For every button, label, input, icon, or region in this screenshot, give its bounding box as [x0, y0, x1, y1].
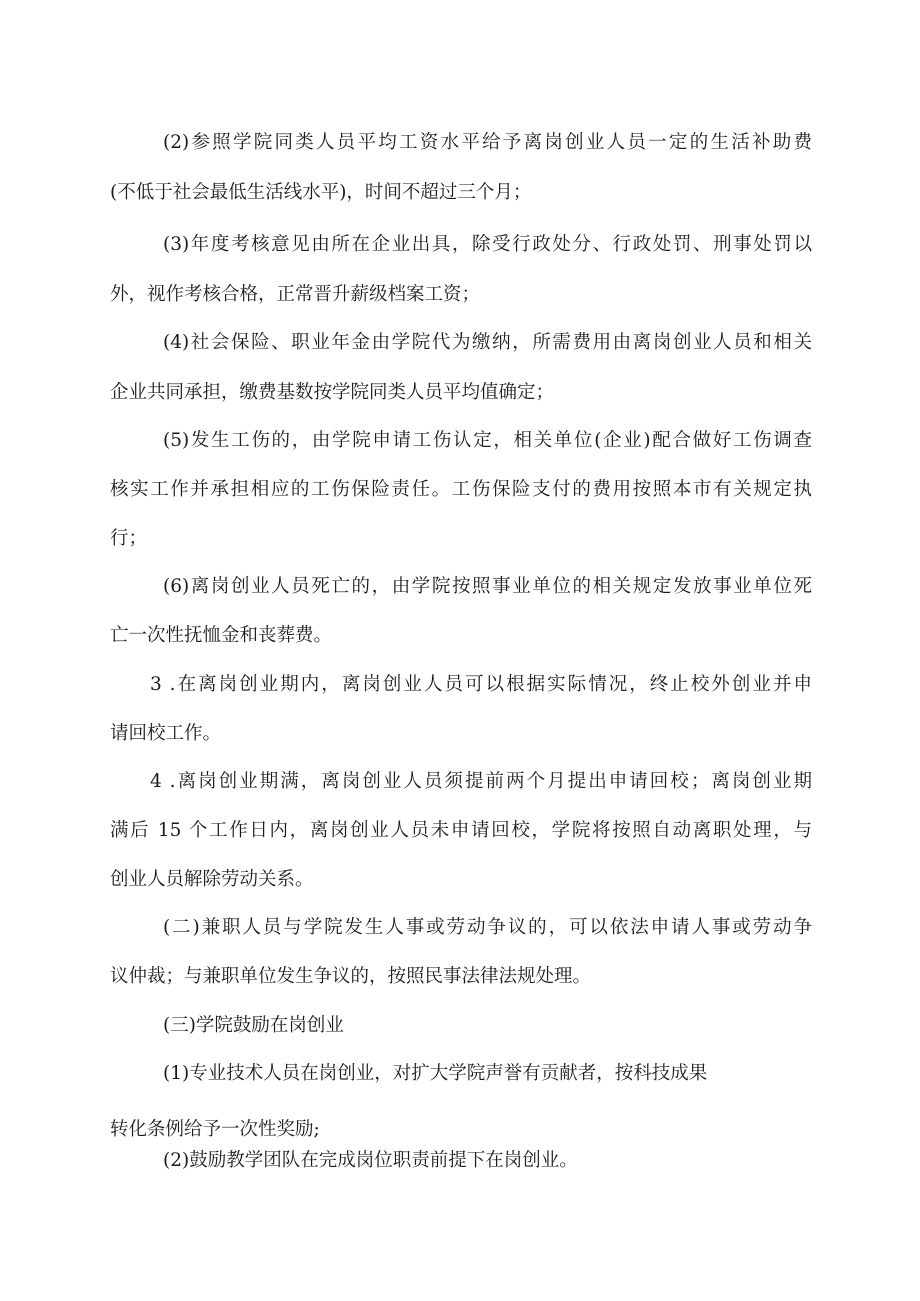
paragraph-line-11: 亡一次性抚恤金和丧葬费。 [110, 625, 333, 646]
paragraph-line-18: 议仲裁；与兼职单位发生争议的，按照民事法律法规处理。 [110, 966, 592, 987]
paragraph-line-3: (3)年度考核意见由所在企业出具，除受行政处分、行政处罚、刑事处罚以 [163, 234, 812, 255]
section-heading-3: (三)学院鼓励在岗创业 [163, 1015, 344, 1036]
paragraph-line-16: 创业人员解除劳动关系。 [110, 869, 314, 890]
paragraph-line-9: 行； [110, 528, 148, 549]
paragraph-line-20: 转化条例给予一次性奖励; [110, 1119, 320, 1140]
paragraph-line-5: (4)社会保险、职业年金由学院代为缴纳，所需费用由离岗创业人员和相关 [163, 332, 812, 353]
paragraph-line-4: 外，视作考核合格，正常晋升薪级档案工资； [110, 284, 481, 305]
paragraph-line-13: 请回校工作。 [110, 723, 222, 744]
paragraph-line-17: (二)兼职人员与学院发生人事或劳动争议的，可以依法申请人事或劳动争 [163, 917, 812, 938]
paragraph-line-21: (2)鼓励教学团队在完成岗位职责前提下在岗创业。 [163, 1150, 578, 1171]
paragraph-line-2: (不低于社会最低生活线水平)，时间不超过三个月； [110, 182, 532, 203]
paragraph-line-14: 4 .离岗创业期满，离岗创业人员须提前两个月提出申请回校；离岗创业期 [150, 771, 812, 792]
paragraph-line-6: 企业共同承担，缴费基数按学院同类人员平均值确定； [110, 382, 555, 403]
paragraph-line-12: 3 .在离岗创业期内，离岗创业人员可以根据实际情况，终止校外创业并申 [150, 674, 812, 695]
paragraph-line-1: (2)参照学院同类人员平均工资水平给予离岗创业人员一定的生活补助费 [163, 132, 812, 153]
paragraph-line-10: (6)离岗创业人员死亡的，由学院按照事业单位的相关规定发放事业单位死 [163, 576, 812, 597]
paragraph-line-7: (5)发生工伤的，由学院申请工伤认定，相关单位(企业)配合做好工伤调查 [163, 430, 812, 451]
paragraph-line-19: (1)专业技术人员在岗创业，对扩大学院声誉有贡献者，按科技成果 [163, 1063, 708, 1084]
paragraph-line-15: 满后 15 个工作日内，离岗创业人员未申请回校，学院将按照自动离职处理，与 [110, 820, 812, 841]
paragraph-line-8: 核实工作并承担相应的工伤保险责任。工伤保险支付的费用按照本市有关规定执 [110, 479, 812, 500]
